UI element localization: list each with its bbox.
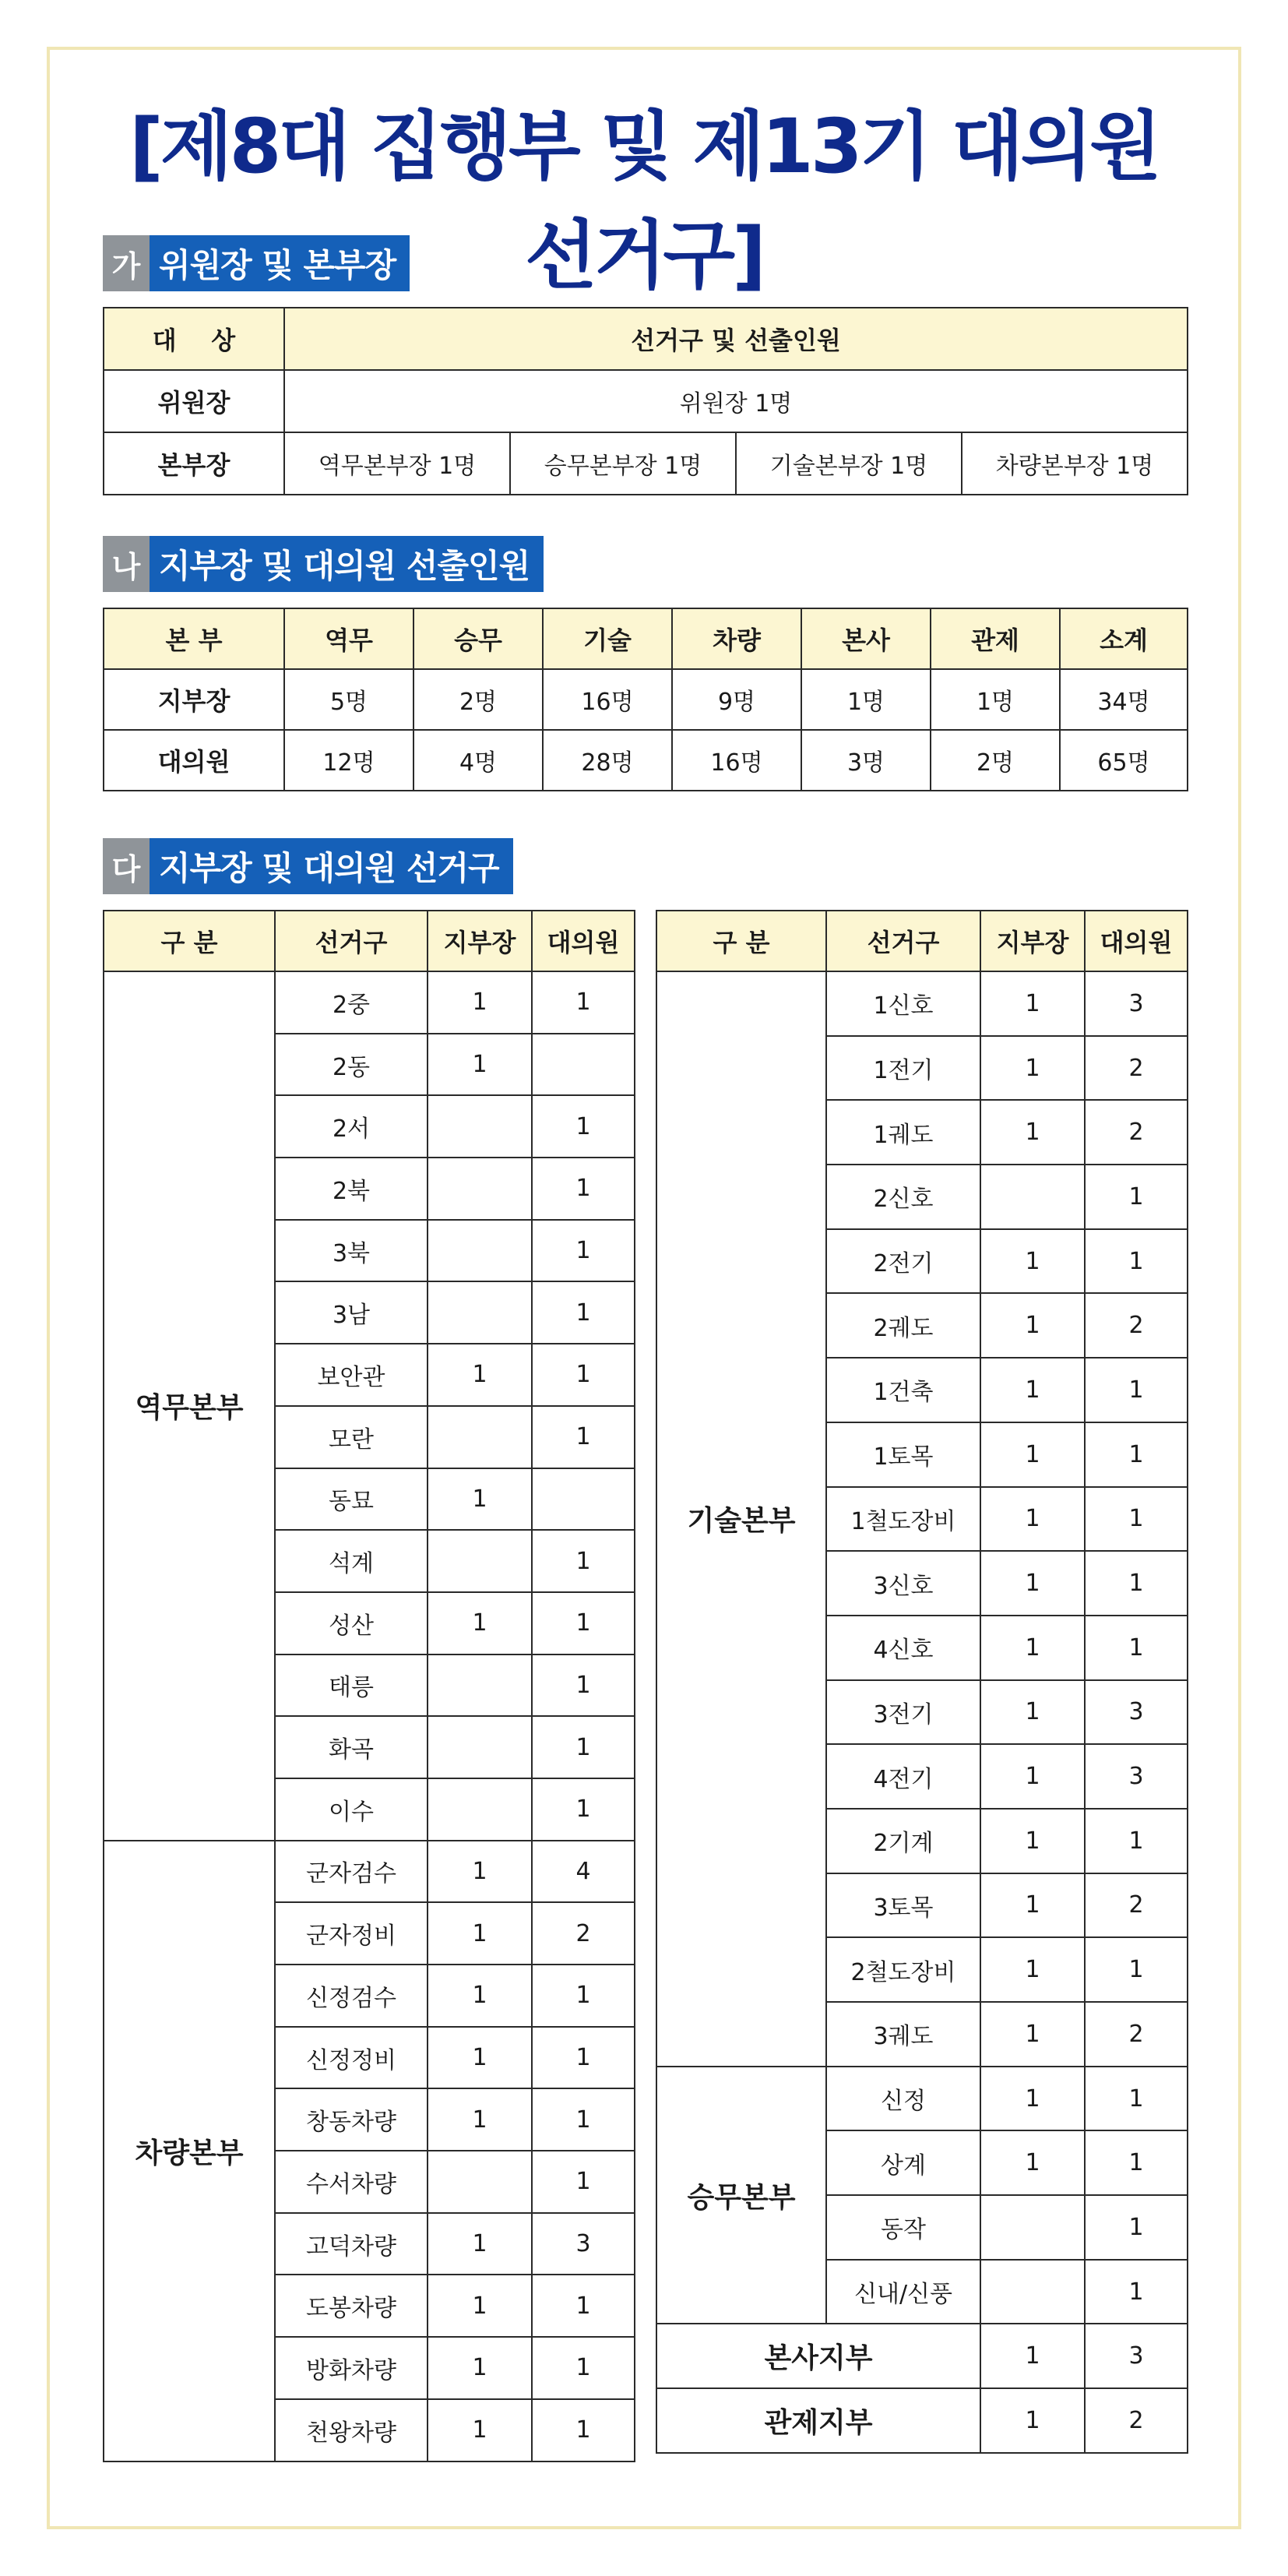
count-cell: 2명	[413, 669, 543, 730]
table-row	[104, 971, 635, 1034]
branch-chief-count: 1	[980, 1744, 1085, 1809]
delegate-count: 1	[1085, 2130, 1188, 2195]
table-row	[656, 2324, 1188, 2388]
section-c-tag: 다	[103, 838, 150, 894]
branch-chief-count	[980, 2260, 1085, 2324]
count-header: 역무	[284, 608, 413, 669]
district-name: 군자정비	[275, 1902, 428, 1965]
branch-chief-count: 1	[980, 1422, 1085, 1487]
branch-chief-count: 1	[980, 1293, 1085, 1358]
branch-chief-count: 1	[980, 2324, 1085, 2388]
delegate-count: 1	[1085, 1422, 1188, 1487]
district-name: 1신호	[826, 971, 980, 1036]
branch-chief-count: 1	[980, 1229, 1085, 1294]
branch-chief-count: 1	[980, 2067, 1085, 2131]
delegate-count: 2	[532, 1902, 635, 1965]
district-name: 3북	[275, 1220, 428, 1282]
delegate-count: 1	[1085, 2067, 1188, 2131]
branch-chief-count	[428, 1778, 532, 1841]
delegate-count: 3	[1085, 971, 1188, 1036]
branch-chief-count: 1	[980, 1616, 1085, 1680]
table-district-right	[656, 910, 1188, 2454]
header-target: 대 상	[104, 308, 284, 370]
district-name: 석계	[275, 1530, 428, 1592]
branch-chief-count: 1	[428, 971, 532, 1034]
district-name: 2기계	[826, 1809, 980, 1873]
delegate-count: 2	[1085, 1873, 1188, 1938]
delegate-count: 4	[532, 1841, 635, 1903]
delegate-count: 1	[1085, 1937, 1188, 2002]
district-name: 수서차량	[275, 2151, 428, 2213]
delegate-count: 1	[532, 971, 635, 1034]
count-cell: 1명	[931, 669, 1060, 730]
delegate-count: 1	[532, 1095, 635, 1158]
branch-chief-count: 1	[428, 1468, 532, 1531]
branch-chief-count	[980, 2195, 1085, 2260]
count-header: 본사	[801, 608, 931, 669]
branch-chief-count	[428, 1281, 532, 1344]
table-committee-chair	[103, 307, 1188, 495]
delegate-count: 2	[1085, 1293, 1188, 1358]
count-cell: 2명	[931, 730, 1060, 791]
count-header: 관제	[931, 608, 1060, 669]
branch-chief-count: 1	[428, 1841, 532, 1903]
delegate-count	[532, 1034, 635, 1096]
district-name: 2북	[275, 1158, 428, 1220]
table-row	[656, 2067, 1188, 2131]
delegate-count: 2	[1085, 1036, 1188, 1101]
branch-chief-count: 1	[980, 2388, 1085, 2453]
district-name: 3전기	[826, 1680, 980, 1745]
branch-chief-count	[980, 1165, 1085, 1229]
branch-chief-count	[428, 1530, 532, 1592]
delegate-count: 1	[532, 1778, 635, 1841]
group-name: 역무본부	[104, 971, 275, 1841]
chair-value: 위원장 1명	[284, 370, 1188, 432]
branch-chief-count: 1	[428, 2337, 532, 2399]
district-header: 대의원	[1085, 911, 1188, 971]
table-election-count	[103, 608, 1188, 791]
delegate-count: 2	[1085, 2002, 1188, 2067]
count-row-label: 지부장	[104, 669, 284, 730]
delegate-count: 1	[532, 1158, 635, 1220]
delegate-count: 3	[532, 2213, 635, 2275]
branch-chief-count: 1	[980, 1487, 1085, 1552]
branch-chief-count: 1	[980, 1036, 1085, 1101]
district-name: 동묘	[275, 1468, 428, 1531]
delegate-count: 2	[1085, 2388, 1188, 2453]
hq-value: 역무본부장 1명	[284, 432, 510, 495]
section-c-label: 지부장 및 대의원 선거구	[150, 838, 513, 894]
district-name: 신정	[826, 2067, 980, 2131]
branch-chief-count	[428, 1158, 532, 1220]
hq-value: 차량본부장 1명	[962, 432, 1188, 495]
delegate-count: 1	[532, 1530, 635, 1592]
district-name: 보안관	[275, 1344, 428, 1406]
branch-chief-count: 1	[428, 2399, 532, 2461]
district-name: 3토목	[826, 1873, 980, 1938]
branch-chief-count: 1	[428, 2088, 532, 2151]
delegate-count: 1	[532, 1716, 635, 1778]
count-header: 소계	[1060, 608, 1188, 669]
district-name: 3궤도	[826, 2002, 980, 2067]
branch-chief-count: 1	[980, 1680, 1085, 1745]
count-cell: 1명	[801, 669, 931, 730]
section-b-tag: 나	[103, 536, 150, 592]
branch-chief-count: 1	[428, 2275, 532, 2337]
count-cell: 16명	[543, 669, 672, 730]
count-cell: 65명	[1060, 730, 1188, 791]
table-row	[656, 2388, 1188, 2453]
delegate-count: 1	[532, 2399, 635, 2461]
district-name: 2서	[275, 1095, 428, 1158]
delegate-count: 2	[1085, 1100, 1188, 1165]
district-name: 군자검수	[275, 1841, 428, 1903]
extra-branch-name: 관제지부	[656, 2388, 980, 2453]
district-name: 모란	[275, 1406, 428, 1468]
table-row	[104, 1841, 635, 1903]
delegate-count: 1	[1085, 1165, 1188, 1229]
delegate-count: 1	[532, 1654, 635, 1717]
count-cell: 4명	[413, 730, 543, 791]
delegate-count: 1	[532, 1406, 635, 1468]
delegate-count: 1	[532, 1965, 635, 2027]
district-header: 선거구	[275, 911, 428, 971]
district-header: 구 분	[104, 911, 275, 971]
row-label-hq: 본부장	[104, 432, 284, 495]
district-name: 1건축	[826, 1358, 980, 1422]
district-name: 4전기	[826, 1744, 980, 1809]
section-b-header	[103, 536, 544, 592]
branch-chief-count: 1	[980, 2002, 1085, 2067]
branch-chief-count: 1	[980, 1809, 1085, 1873]
count-cell: 3명	[801, 730, 931, 791]
section-a-label: 위원장 및 본부장	[150, 235, 410, 291]
district-name: 동작	[826, 2195, 980, 2260]
delegate-count: 3	[1085, 1744, 1188, 1809]
group-name: 승무본부	[656, 2067, 826, 2324]
delegate-count: 1	[1085, 1487, 1188, 1552]
delegate-count: 1	[1085, 1809, 1188, 1873]
delegate-count: 1	[532, 2151, 635, 2213]
count-header: 본 부	[104, 608, 284, 669]
row-label-chair: 위원장	[104, 370, 284, 432]
district-name: 2중	[275, 971, 428, 1034]
branch-chief-count	[428, 1406, 532, 1468]
district-name: 2동	[275, 1034, 428, 1096]
section-b-label: 지부장 및 대의원 선출인원	[150, 536, 544, 592]
district-name: 1토목	[826, 1422, 980, 1487]
district-header: 지부장	[428, 911, 532, 971]
district-header: 구 분	[656, 911, 826, 971]
branch-chief-count: 1	[980, 971, 1085, 1036]
delegate-count	[532, 1468, 635, 1531]
delegate-count: 1	[532, 1592, 635, 1654]
delegate-count: 1	[532, 2027, 635, 2089]
delegate-count: 1	[1085, 1616, 1188, 1680]
branch-chief-count: 1	[428, 2213, 532, 2275]
branch-chief-count: 1	[980, 1937, 1085, 2002]
district-name: 3남	[275, 1281, 428, 1344]
count-cell: 34명	[1060, 669, 1188, 730]
hq-value: 승무본부장 1명	[510, 432, 736, 495]
delegate-count: 1	[532, 2275, 635, 2337]
section-c-header	[103, 838, 513, 894]
delegate-count: 1	[532, 1344, 635, 1406]
district-header: 선거구	[826, 911, 980, 971]
district-name: 2신호	[826, 1165, 980, 1229]
delegate-count: 1	[1085, 1358, 1188, 1422]
district-name: 상계	[826, 2130, 980, 2195]
district-name: 고덕차량	[275, 2213, 428, 2275]
branch-chief-count	[428, 1716, 532, 1778]
branch-chief-count	[428, 1095, 532, 1158]
branch-chief-count: 1	[428, 1344, 532, 1406]
district-name: 신정정비	[275, 2027, 428, 2089]
district-name: 신내/신풍	[826, 2260, 980, 2324]
district-name: 신정검수	[275, 1965, 428, 2027]
delegate-count: 1	[1085, 2260, 1188, 2324]
branch-chief-count	[428, 1220, 532, 1282]
delegate-count: 1	[1085, 1551, 1188, 1616]
district-name: 2철도장비	[826, 1937, 980, 2002]
branch-chief-count: 1	[428, 1034, 532, 1096]
table-row	[656, 971, 1188, 1036]
branch-chief-count: 1	[428, 1592, 532, 1654]
district-name: 2전기	[826, 1229, 980, 1294]
district-name: 1전기	[826, 1036, 980, 1101]
hq-value: 기술본부장 1명	[736, 432, 962, 495]
district-name: 천왕차량	[275, 2399, 428, 2461]
branch-chief-count: 1	[428, 1965, 532, 2027]
district-name: 3신호	[826, 1551, 980, 1616]
section-a-tag: 가	[103, 235, 150, 291]
district-name: 방화차량	[275, 2337, 428, 2399]
branch-chief-count	[428, 1654, 532, 1717]
delegate-count: 3	[1085, 2324, 1188, 2388]
count-row-label: 대의원	[104, 730, 284, 791]
delegate-count: 1	[532, 2337, 635, 2399]
header-district: 선거구 및 선출인원	[284, 308, 1188, 370]
table-district-left	[103, 910, 635, 2462]
count-cell: 28명	[543, 730, 672, 791]
extra-branch-name: 본사지부	[656, 2324, 980, 2388]
branch-chief-count	[428, 2151, 532, 2213]
count-cell: 5명	[284, 669, 413, 730]
district-name: 화곡	[275, 1716, 428, 1778]
count-cell: 12명	[284, 730, 413, 791]
branch-chief-count: 1	[428, 2027, 532, 2089]
district-name: 이수	[275, 1778, 428, 1841]
district-header: 지부장	[980, 911, 1085, 971]
delegate-count: 1	[532, 2088, 635, 2151]
district-name: 2궤도	[826, 1293, 980, 1358]
delegate-count: 1	[1085, 1229, 1188, 1294]
delegate-count: 1	[1085, 2195, 1188, 2260]
section-a-header	[103, 235, 410, 291]
district-name: 도봉차량	[275, 2275, 428, 2337]
delegate-count: 1	[532, 1220, 635, 1282]
group-name: 기술본부	[656, 971, 826, 2067]
page-title: [제8대 집행부 및 제13기 대의원 선거구]	[128, 103, 1160, 299]
district-name: 1철도장비	[826, 1487, 980, 1552]
count-header: 차량	[672, 608, 801, 669]
district-name: 태릉	[275, 1654, 428, 1717]
district-header: 대의원	[532, 911, 635, 971]
count-cell: 16명	[672, 730, 801, 791]
district-name: 4신호	[826, 1616, 980, 1680]
district-name: 성산	[275, 1592, 428, 1654]
count-cell: 9명	[672, 669, 801, 730]
branch-chief-count: 1	[980, 1100, 1085, 1165]
branch-chief-count: 1	[428, 1902, 532, 1965]
delegate-count: 1	[532, 1281, 635, 1344]
count-header: 승무	[413, 608, 543, 669]
count-header: 기술	[543, 608, 672, 669]
delegate-count: 3	[1085, 1680, 1188, 1745]
branch-chief-count: 1	[980, 1551, 1085, 1616]
branch-chief-count: 1	[980, 1873, 1085, 1938]
group-name: 차량본부	[104, 1841, 275, 2461]
district-name: 창동차량	[275, 2088, 428, 2151]
branch-chief-count: 1	[980, 2130, 1085, 2195]
branch-chief-count: 1	[980, 1358, 1085, 1422]
district-name: 1궤도	[826, 1100, 980, 1165]
